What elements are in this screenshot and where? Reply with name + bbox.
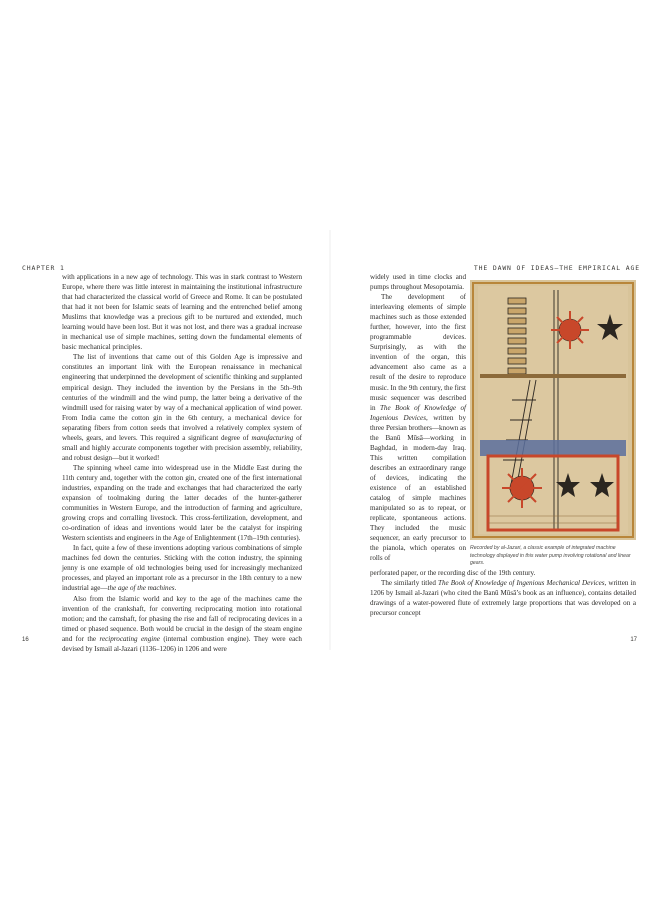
- figure-caption: Recorded by al-Jazari, a classic example of integrated machine technology displayed in this water pump involving rotational and linear gears.: [470, 545, 631, 567]
- running-head-right: THE DAWN OF IDEAS—THE EMPIRICAL AGE: [473, 264, 640, 272]
- book-title: The Book of Knowledge of Ingenious Devices: [370, 403, 466, 422]
- horizontal-beam: [480, 374, 626, 378]
- right-page-narrow-column: [370, 272, 466, 563]
- red-gear-lower: [502, 468, 542, 508]
- paragraph: The spinning wheel came into widespread use in the Middle East during the 11th century and, together with the cotton gin, created one of the first international industries, expanding on the trade and exchanges that had characterized the early expansion of toolmaking during the latter decades of the hunter-gatherer communities in Western Europe, and the introduction of farming and agriculture, growing crops and corralling livestock. This cross-fertilization, development, and co-ordination of ideas and inventions would later be the catalyst for inspiring Western scientists and engineers in the Age of Enlightenment (17th–19th centuries).: [62, 463, 302, 543]
- left-page-body: [62, 272, 302, 654]
- water-pump-drawing: [470, 280, 636, 540]
- emphasis: the age of the machines: [107, 584, 175, 593]
- paragraph: The list of inventions that came out of this Golden Age is impressive and constitutes an important link with the European renaissance in mechanical engineering that underpinned the development of scientific thinking and supplanted empirical design. They included the invention by the Persians in the 5th–9th centuries of the windmill and the wind pump, the latter being a derivative of the windmill used for raising water by way of a mechanical application of wind power. From India came the cotton gin in the 6th century, a mechanical device for separating fibers from cotton seeds that involved a relatively complex system of wheels, gears, and levers. This required a significant degree of manufacturing of small and highly accurate components together with precision assembly, reliability, and robust design—but it worked!: [62, 353, 303, 462]
- page-number-right: 17: [630, 637, 637, 643]
- right-page-bottom-text: [370, 568, 636, 618]
- water-channel: [480, 440, 626, 456]
- emphasis: reciprocating engine: [99, 634, 160, 643]
- page-number-left: 16: [22, 637, 29, 643]
- inner-panel: [478, 286, 628, 534]
- paragraph: with applications in a new age of technology. This was in stark contrast to Western Europe, where there was little interest in maintaining the institutional infrastructure that had characterized the classical world of Greece and Rome. It can be postulated that had it not been for Islamic seats of learning and the entrenched belief among Muslims that knowledge was a precious gift to be nurtured and extended, much learning would have been lost. But it was not lost, and there was a gradual increase in mechanical use of simple machines, setting down the fundamental elements of basic mechanical principles.: [62, 273, 302, 352]
- manuscript-illustration-icon: [470, 280, 636, 540]
- paragraph: Also from the Islamic world and key to the age of the machines came the invention of the crankshaft, for converting reciprocating motion into rotational motion; and the camshaft, for phasing the rise and fall of reciprocating devices in a timed or phased sequence. Both would be crucial in the design of the steam engine and for the reciprocating engine (internal combustion engine). They were each devised by Ismail al-Jazari (1136–1206) in 1206 and were: [62, 594, 302, 653]
- emphasis: manufacturing: [251, 433, 294, 442]
- paragraph: perforated paper, or the recording disc of the 19th century.: [370, 569, 536, 577]
- paragraph: The similarly titled The Book of Knowledge of Ingenious Mechanical Devices, written in 1206 by Ismail al-Jazari (who cited the Banū Mūsā’s book as an influence), contains detailed drawings of a water-powered flute of extremely large proportions that was developed on a precursor concept: [370, 579, 636, 618]
- paragraph: The development of interleaving elements of simple machines such as those extended further, however, into the first programmable devices. Surprisingly, as with the invention of the organ, this advancement also came as a result of the desire to reproduce music. In the 9th century, the first music sequencer was described in The Book of Knowledge of Ingenious Devices, written by three Persian brothers—known as the Banū Mūsā—working in Baghdad, in modern-day Iraq. This written compilation describes an extraordinary range of devices, indicating the existence of an established catalog of simple machines manipulated so as to repeat, or replicate, spontaneous actions. They included the music sequencer, an early precursor to the pianola, which operates on rolls of: [370, 293, 466, 563]
- book-title: The Book of Knowledge of Ingenious Mechanical Devices: [438, 579, 605, 588]
- paragraph: In fact, quite a few of these inventions adopting various combinations of simple machines fed down the centuries. Sticking with the cotton industry, the spinning jenny is one example of old technologies being used for increasingly mechanized processes, and played an important role as a precursor in the 18th century to a new industrial age—the age of the machines.: [62, 544, 302, 593]
- page-gutter: [329, 230, 331, 650]
- running-head-left: CHAPTER 1: [22, 264, 65, 272]
- paragraph: widely used in time clocks and pumps throughout Mesopotamia.: [370, 273, 466, 292]
